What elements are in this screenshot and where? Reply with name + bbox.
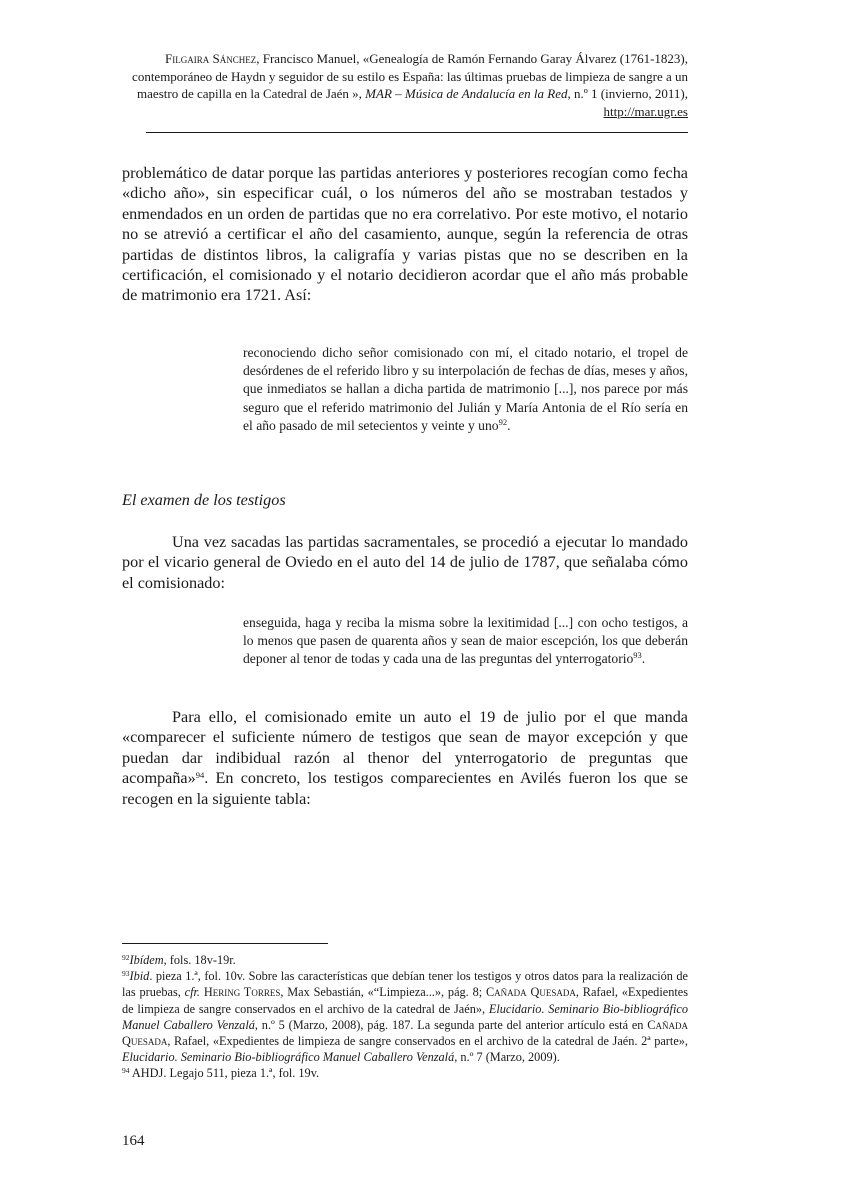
footnote-italic: Ibid — [129, 969, 150, 984]
quote-1-end: . — [507, 417, 511, 433]
header-rule — [146, 132, 688, 133]
paragraph-2: Una vez sacadas las partidas sacramentales, se procedió a ejecutar lo mandado por el vicario general de Oviedo en el auto del 14 de julio de 1787, que señalaba cómo el comisionado: — [122, 533, 688, 592]
footnote-italic: cfr. — [184, 985, 200, 1000]
footnote-text: . pieza 1.ª, fol. 10v. Sobre las características que debían tener los testigos y otros datos para la realización de las pruebas, — [122, 969, 688, 1000]
footnote-italic: Ibídem — [129, 953, 164, 967]
block-quote-2 — [243, 614, 688, 669]
footnote-94 — [122, 1065, 688, 1081]
page-number: 164 — [122, 1133, 145, 1149]
footnotes — [122, 952, 688, 1082]
paragraph-1: problemático de datar porque las partidas anteriores y posteriores recogían como fecha «dicho año», sin especificar cuál, o los números del año se mostraban testados y enmendados en un orden de partidas que no era correlativo. Por este motivo, el notario no se atrevió a certificar el año del casamiento, aunque, según la referencia de otras partidas de distintos libros, la caligrafía y varias pistas que no se describen en la certificación, el comisionado y el notario decidieron acordar que el año más probable de matrimonio era 1721. Así: — [122, 164, 688, 305]
quote-2-end: . — [641, 651, 646, 667]
footnote-92 — [122, 952, 688, 968]
footnote-text: , Rafael, «Expedientes de limpieza de sangre conservados en el archivo de la catedral de Jaén. 2ª parte», — [167, 1034, 688, 1049]
header-author: Filgaira Sánchez — [165, 51, 257, 66]
footnote-text: AHDJ. Legajo 511, pieza 1.ª, fol. 19v. — [129, 1066, 320, 1081]
footnote-rule — [122, 943, 328, 944]
running-header — [122, 50, 688, 120]
header-url-link[interactable]: http://mar.ugr.es — [603, 103, 688, 119]
footnote-text: , Rafael, «Expedientes de limpieza de sangre conservados en el archivo de la catedral de Jaén», — [122, 985, 689, 1016]
footnote-italic: Elucidario. Seminario Bio-bibliográfico Manuel Caballero Venzalá — [122, 1050, 455, 1065]
footnote-ref-93[interactable]: 93 — [633, 650, 642, 661]
footnote-number: 93 — [122, 969, 130, 979]
paragraph-3-text-b: . En concreto, los testigos comparecientes en Avilés fueron los que se recogen en la siguiente tabla: — [122, 769, 688, 808]
footnote-text: , Max Sebastián, «“Limpieza...», pág. 8; — [280, 985, 486, 1000]
block-quote-1 — [243, 344, 688, 435]
footnote-text: , n.º 7 (Marzo, 2009). — [454, 1050, 560, 1065]
quote-2-text: enseguida, haga y reciba la misma sobre la lexitimidad [...] con ocho testigos, a lo menos que pasen de quarenta años y sean de maior escepción, los que deberán deponer al tenor de todas y cada una de las preguntas del ynterrogatorio — [243, 615, 688, 667]
footnote-author: Cañada Quesada — [122, 1017, 688, 1049]
paragraph-3 — [122, 707, 688, 809]
footnote-author: Hering Torres — [203, 985, 281, 1000]
footnote-text: , fols. 18v-19r. — [163, 953, 236, 967]
footnote-author: Cañada Quesada — [485, 985, 576, 1000]
footnote-ref-92[interactable]: 92 — [498, 416, 508, 427]
paragraph-3-text-a: Para ello, el comisionado emite un auto el 19 de julio por el que manda «comparecer el suficiente número de testigos que sean de mayor excepción y que puedan dar indibidual razón al thenor del ynterrogatorio de preguntas que acompaña» — [122, 708, 688, 788]
section-heading: El examen de los testigos — [122, 491, 286, 509]
footnote-italic: Elucidario. Seminario Bio-bibliográfico Manuel Caballero Venzalá — [122, 1001, 688, 1032]
footnote-93 — [122, 968, 688, 1065]
footnote-number: 92 — [122, 953, 130, 962]
footnote-number: 94 — [122, 1066, 130, 1076]
footnote-text: , n.º 5 (Marzo, 2008), pág. 187. La segunda parte del anterior artículo está en — [254, 1017, 648, 1032]
header-journal: MAR – Música de Andalucía en la Red — [365, 86, 568, 101]
footnote-ref-94[interactable]: 94 — [195, 770, 205, 781]
header-issue: , n.º 1 (invierno, 2011), — [567, 86, 688, 101]
header-citation: , Francisco Manuel, «Genealogía de Ramón Fernando Garay Álvarez (1761-1823), contemporáneo de Haydn y seguidor de su estilo es España: las últimas pruebas de limpieza de sangre a un maestro de capilla en la Catedral de Jaén », — [132, 51, 688, 101]
quote-1-text: reconociendo dicho señor comisionado con mí, el citado notario, el tropel de desórdenes de el referido libro y su interpolación de fechas de días, meses y años, que inmediatos se hallan a dicha partida de matrimonio [...], nos parece por más seguro que el referido matrimonio del Julián y María Antonia de el Río sería en el año pasado de mil setecientos y veinte y uno — [243, 345, 688, 433]
